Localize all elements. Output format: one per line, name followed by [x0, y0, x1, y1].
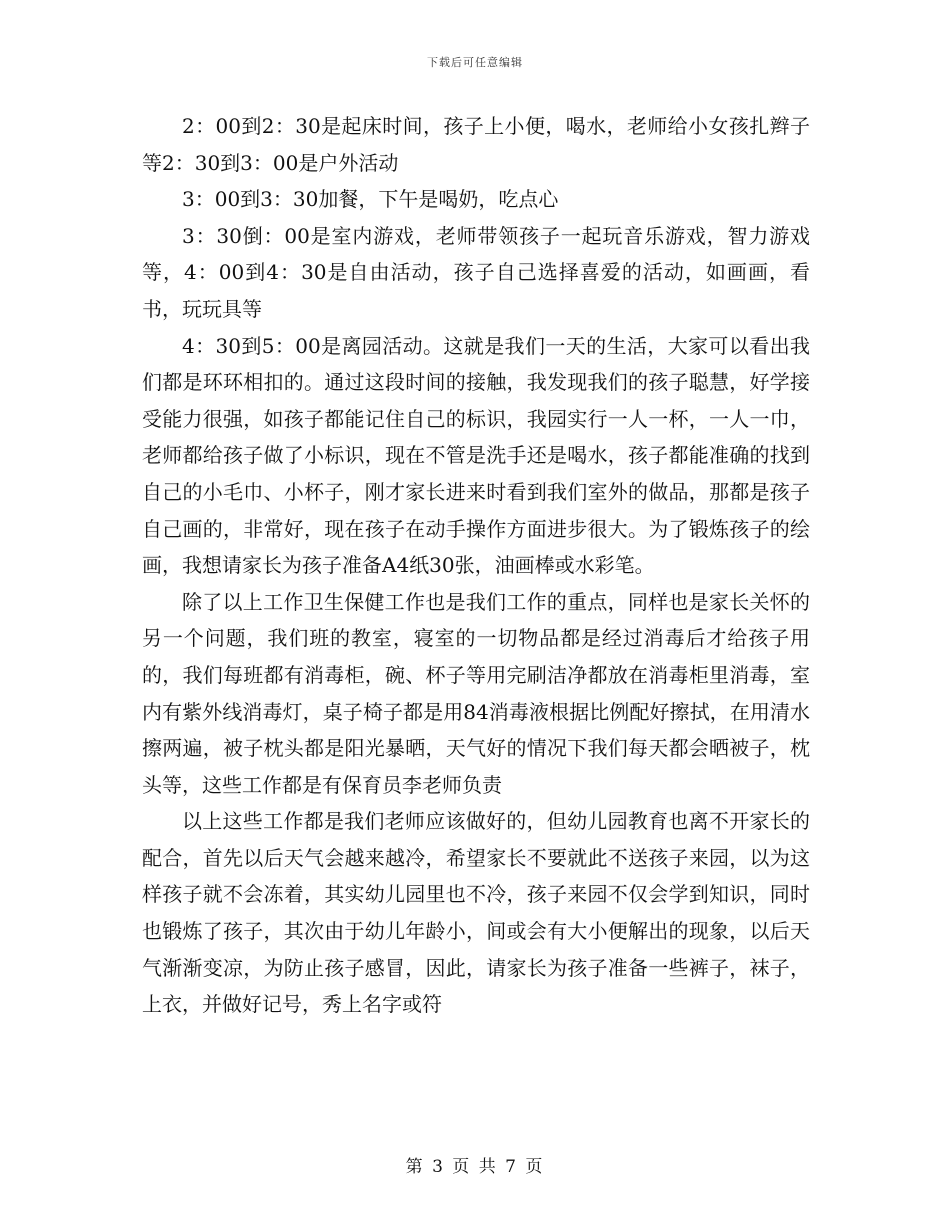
paragraph-schedule-indoor-games: 3：30倒：00是室内游戏，老师带领孩子一起玩音乐游戏，智力游戏等，4：00到4：30是自由活动，孩子自己选择喜爱的活动，如画画，看书，玩玩具等	[142, 223, 810, 321]
document-body	[142, 108, 810, 1023]
paragraph-schedule-afternoon-wakeup: 2：00到2：30是起床时间，孩子上小便，喝水，老师给小女孩扎辫子等2：30到3：00是户外活动	[142, 114, 810, 175]
paragraph-schedule-snack: 3：00到3：30加餐，下午是喝奶，吃点心	[182, 187, 559, 212]
paragraph-parent-cooperation: 以上这些工作都是我们老师应该做好的，但幼儿园教育也离不开家长的配合，首先以后天气会越来越冷，希望家长不要就此不送孩子来园，以为这样孩子就不会冻着，其实幼儿园里也不冷，孩子来园不仅会学到知识，同时也锻炼了孩子，其次由于幼儿年龄小，间或会有大小便解出的现象，以后天气渐渐变凉，为防止孩子感冒，因此，请家长为孩子准备一些裤子，袜子，上衣，并做好记号，秀上名字或符	[142, 809, 810, 1017]
paragraph-hygiene: 除了以上工作卫生保健工作也是我们工作的重点，同样也是家长关怀的另一个问题，我们班的教室，寝室的一切物品都是经过消毒后才给孩子用的，我们每班都有消毒柜，碗、杯子等用完刷洁净都放在消毒柜里消毒，室内有紫外线消毒灯，桌子椅子都是用84消毒液根据比例配好擦拭，在用清水擦两遍，被子枕头都是阳光暴晒，天气好的情况下我们每天都会晒被子，枕头等，这些工作都是有保育员李老师负责	[142, 589, 810, 797]
paragraph-schedule-departure: 4：30到5：00是离园活动。这就是我们一天的生活，大家可以看出我们都是环环相扣的。通过这段时间的接触，我发现我们的孩子聪慧，好学接受能力很强，如孩子都能记住自己的标识，我园实行一人一杯，一人一巾，老师都给孩子做了小标识，现在不管是洗手还是喝水，孩子都能准确的找到自己的小毛巾、小杯子，刚才家长进来时看到我们室外的做品，那都是孩子自己画的，非常好，现在孩子在动手操作方面进步很大。为了锻炼孩子的绘画，我想请家长为孩子准备A4纸30张，油画棒或水彩笔。	[142, 333, 810, 578]
page-header-note: 下载后可任意编辑	[427, 56, 523, 69]
page-number-footer: 第 3 页 共 7 页	[405, 1157, 545, 1177]
